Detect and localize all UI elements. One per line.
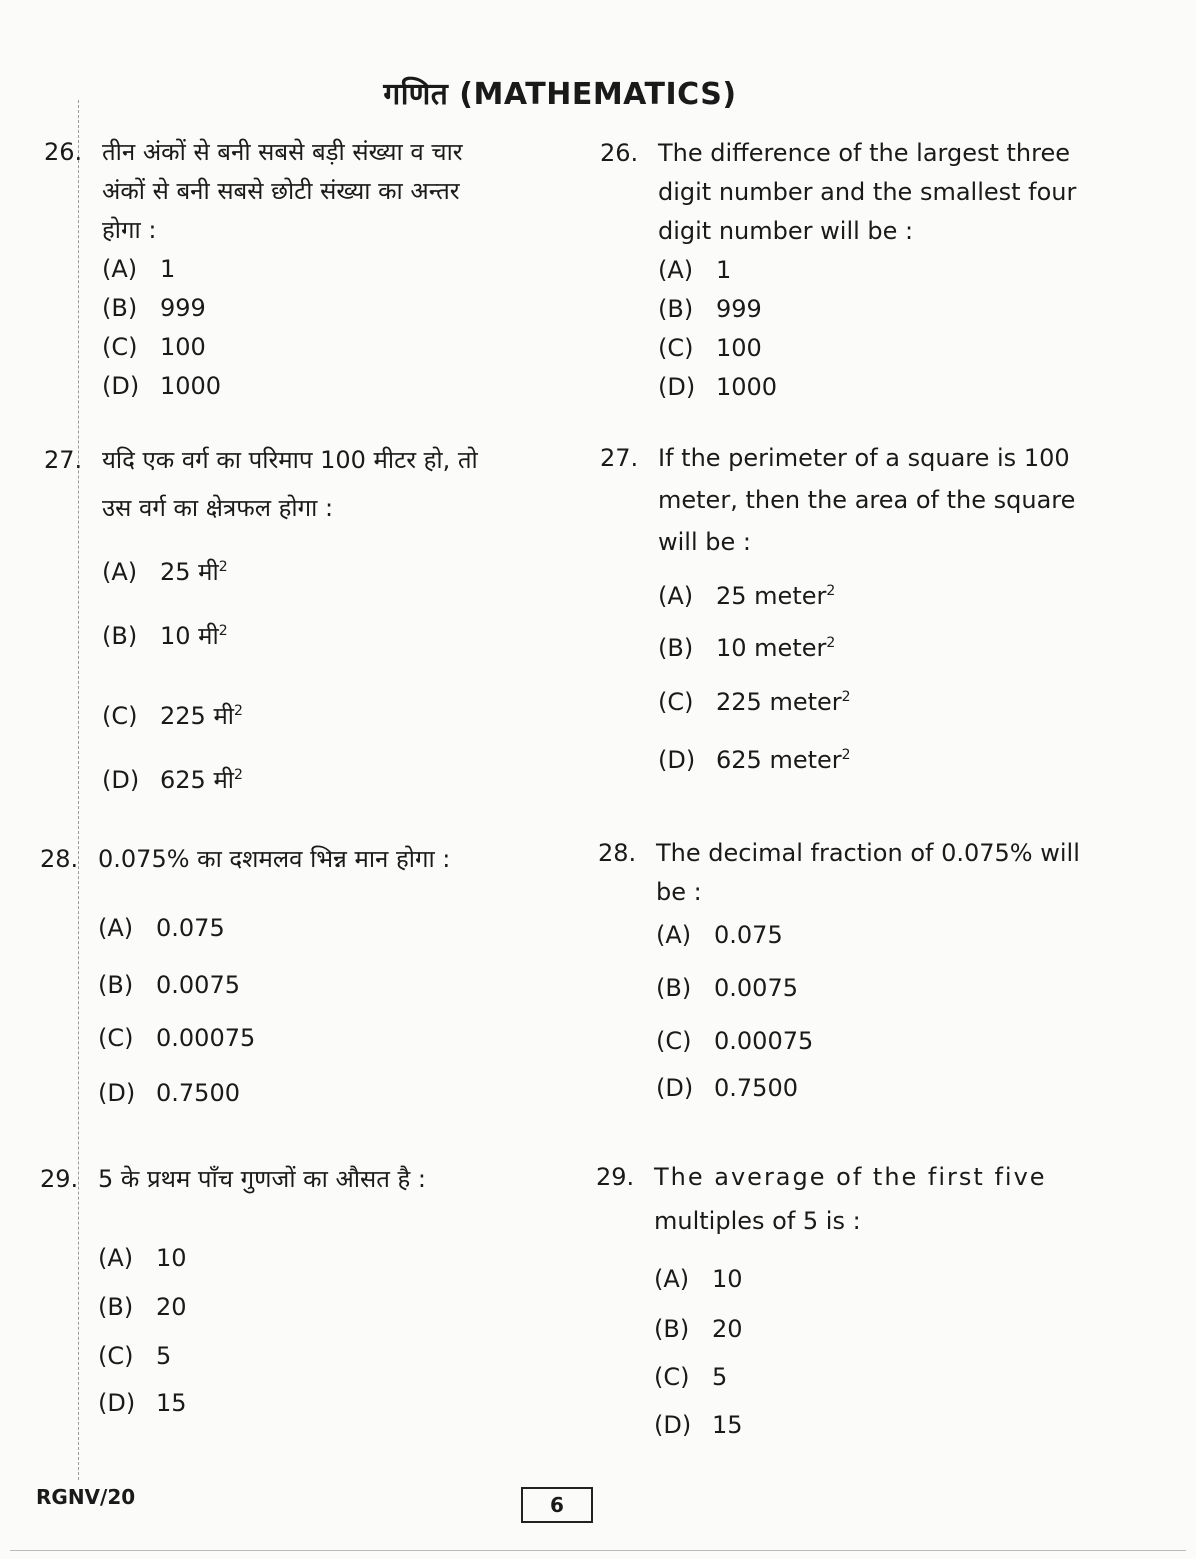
stem-line: If the perimeter of a square is 100	[658, 444, 1070, 472]
option-b: (B) 20	[654, 1315, 743, 1343]
stem-line: 0.075% का दशमलव भिन्न मान होगा :	[98, 845, 451, 873]
question-stem	[654, 1155, 1116, 1243]
option-b: (B) 0.0075	[656, 974, 798, 1002]
option-b: (B) 10 meter$^2$	[658, 634, 836, 662]
option-a: (A) 10	[98, 1244, 187, 1272]
option-d: (D) 15	[98, 1389, 187, 1417]
option-b: (B) 0.0075	[98, 971, 240, 999]
question-stem	[656, 834, 1118, 912]
question-stem	[658, 437, 1120, 563]
stem-line: will be :	[658, 528, 751, 556]
question-number: 29.	[596, 1163, 635, 1191]
option-d: (D) 625 मी$^2$	[102, 766, 243, 794]
question-stem	[102, 436, 544, 532]
question-number: 27.	[44, 446, 83, 474]
stem-line: तीन अंकों से बनी सबसे बड़ी संख्या व चार	[102, 138, 463, 166]
option-d: (D) 0.7500	[98, 1079, 240, 1107]
stem-line: The average of the first five	[654, 1163, 1047, 1191]
option-b: (B) 20	[98, 1293, 187, 1321]
option-d: (D) 625 meter$^2$	[658, 746, 851, 774]
stem-line: उस वर्ग का क्षेत्रफल होगा :	[102, 494, 334, 522]
option-a: (A) 0.075	[656, 921, 783, 949]
option-c: (C) 100	[658, 334, 762, 362]
question-number: 26.	[600, 139, 639, 167]
option-b: (B) 999	[102, 294, 206, 322]
option-c: (C) 0.00075	[98, 1024, 256, 1052]
bottom-rule	[10, 1550, 1186, 1551]
question-27-english	[600, 437, 1120, 781]
option-a: (A) 25 मी$^2$	[102, 558, 228, 586]
question-stem	[102, 133, 544, 250]
option-c: (C) 225 मी$^2$	[102, 702, 243, 730]
question-29-english	[596, 1155, 1116, 1447]
stem-line: meter, then the area of the square	[658, 486, 1076, 514]
option-a: (A) 25 meter$^2$	[658, 582, 836, 610]
option-d: (D) 15	[654, 1411, 743, 1439]
question-number: 28.	[598, 839, 637, 867]
question-26-hindi	[44, 133, 544, 406]
question-27-hindi	[44, 436, 544, 804]
option-a: (A) 0.075	[98, 914, 225, 942]
option-a: (A) 1	[102, 255, 176, 283]
stem-line: digit number will be :	[658, 217, 914, 245]
stem-line: digit number and the smallest four	[658, 178, 1077, 206]
stem-line: अंकों से बनी सबसे छोटी संख्या का अन्तर	[102, 177, 460, 205]
option-b: (B) 999	[658, 295, 762, 323]
option-d: (D) 0.7500	[656, 1074, 798, 1102]
question-number: 27.	[600, 444, 639, 472]
page-number: 6	[521, 1487, 593, 1523]
page-title: गणित (MATHEMATICS)	[383, 77, 737, 112]
question-number: 26.	[44, 138, 83, 166]
stem-line: multiples of 5 is :	[654, 1207, 861, 1235]
option-d: (D) 1000	[658, 373, 778, 401]
option-c: (C) 100	[102, 333, 206, 361]
question-26-english	[600, 134, 1120, 407]
stem-line: The difference of the largest three	[658, 139, 1071, 167]
question-number: 28.	[40, 845, 79, 873]
question-28-hindi	[40, 840, 560, 1113]
stem-line: यदि एक वर्ग का परिमाप 100 मीटर हो, तो	[102, 446, 478, 474]
stem-line: The decimal fraction of 0.075% will	[656, 839, 1080, 867]
question-stem	[658, 134, 1120, 251]
question-28-english	[598, 834, 1118, 1108]
stem-line: be :	[656, 878, 702, 906]
option-c: (C) 225 meter$^2$	[658, 688, 851, 716]
question-29-hindi	[40, 1160, 560, 1423]
option-b: (B) 10 मी$^2$	[102, 622, 228, 650]
option-c: (C) 5	[654, 1363, 728, 1391]
stem-line: होगा :	[102, 216, 157, 244]
option-a: (A) 1	[658, 256, 732, 284]
stem-line: 5 के प्रथम पाँच गुणजों का औसत है :	[98, 1165, 426, 1193]
question-stem	[98, 840, 560, 879]
option-c: (C) 5	[98, 1342, 172, 1370]
option-a: (A) 10	[654, 1265, 743, 1293]
option-c: (C) 0.00075	[656, 1027, 814, 1055]
option-d: (D) 1000	[102, 372, 222, 400]
question-number: 29.	[40, 1165, 79, 1193]
paper-code: RGNV/20	[36, 1485, 136, 1509]
question-stem	[98, 1160, 560, 1199]
